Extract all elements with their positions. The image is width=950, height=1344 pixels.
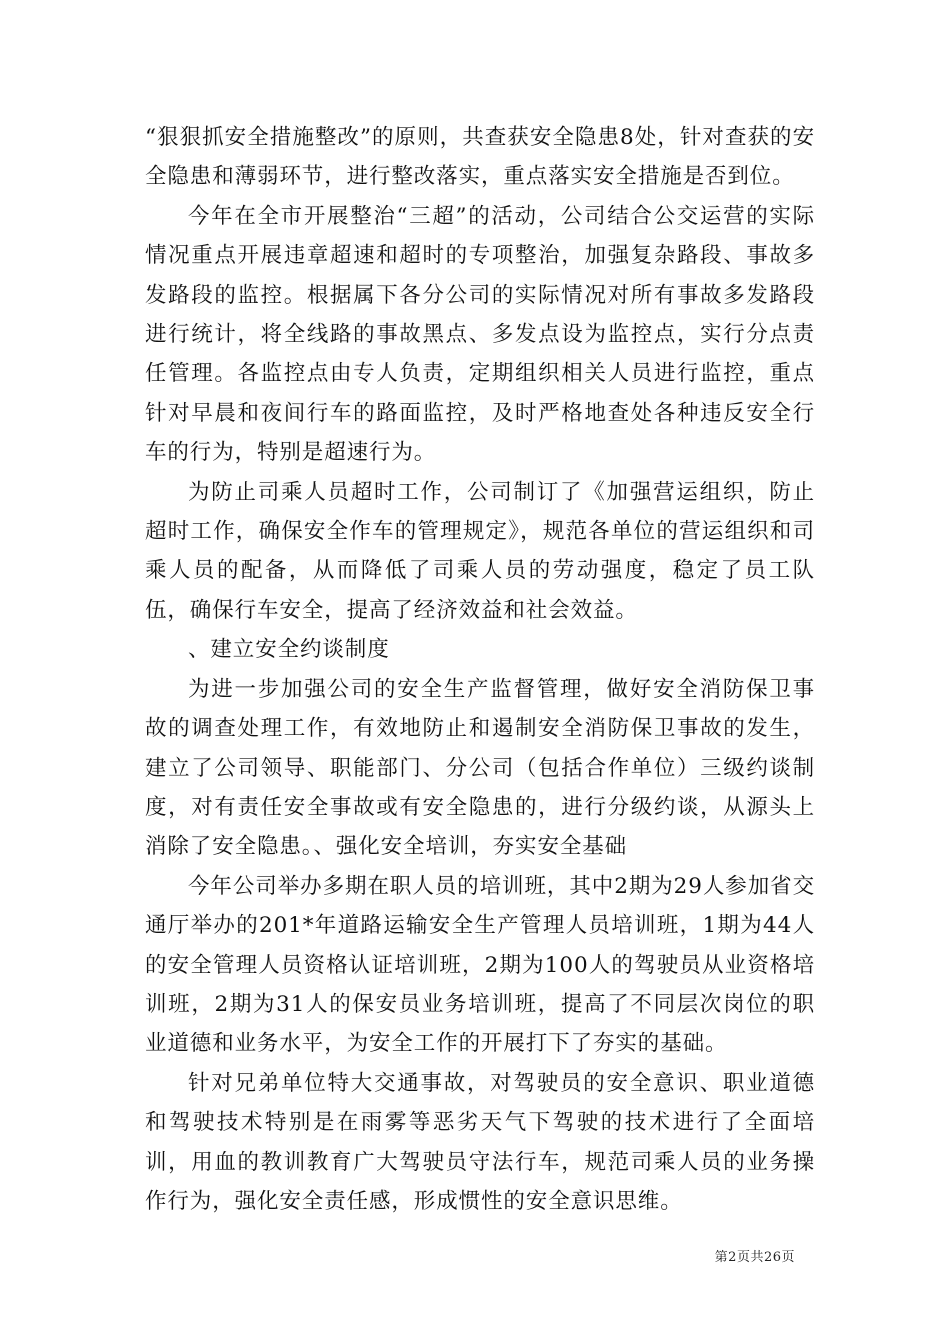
section-heading-safety-interview: 、建立安全约谈制度 — [188, 637, 390, 663]
paragraph-speeding-campaign: 今年在全市开展整治“三超”的活动，公司结合公交运营的实际情况重点开展违章超速和超时的专项整治，加强复杂路段、事故多发路段的监控。根据属下各分公司的实际情况对所有事故多发路段进行统计，将全线路的事故黑点、多发点设为监控点，实行分点责任管理。各监控点由专人负责，定期组织相关人员进行监控，重点针对早晨和夜间行车的路面监控，及时严格地查处各种违反安全行车的行为，特别是超速行为。 — [145, 203, 815, 466]
paragraph-overtime-rules: 为防止司乘人员超时工作，公司制订了《加强营运组织，防止超时工作，确保安全作车的管理规定》，规范各单位的营运组织和司乘人员的配备，从而降低了司乘人员的劳动强度，稳定了员工队伍，确保行车安全，提高了经济效益和社会效益。 — [145, 479, 815, 623]
paragraph-continuation: “狠狠抓安全措施整改”的原则，共查获安全隐患8处，针对查获的安全隐患和薄弱环节，进行整改落实，重点落实安全措施是否到位。 — [145, 125, 815, 190]
paragraph-interview-system: 为进一步加强公司的安全生产监督管理，做好安全消防保卫事故的调查处理工作，有效地防止和遏制安全消防保卫事故的发生，建立了公司领导、职能部门、分公司（包括合作单位）三级约谈制度，对有责任安全事故或有安全隐患的，进行分级约谈，从源头上消除了安全隐患。、强化安全培训，夯实安全基础 — [145, 676, 815, 860]
paragraph-driver-training: 针对兄弟单位特大交通事故，对驾驶员的安全意识、职业道德和驾驶技术特别是在雨雾等恶劣天气下驾驶的技术进行了全面培训，用血的教训教育广大驾驶员守法行车，规范司乘人员的业务操作行为，强化安全责任感，形成惯性的安全意识思维。 — [145, 1070, 815, 1214]
page-number-footer: 第2页共26页 — [714, 1250, 795, 1265]
paragraph-training-classes: 今年公司举办多期在职人员的培训班，其中2期为29人参加省交通厅举办的201*年道路运输安全生产管理人员培训班，1期为44人的安全管理人员资格认证培训班，2期为100人的驾驶员从业资格培训班，2期为31人的保安员业务培训班，提高了不同层次岗位的职业道德和业务水平，为安全工作的开展打下了夯实的基础。 — [145, 873, 815, 1057]
document-body — [145, 118, 815, 1221]
